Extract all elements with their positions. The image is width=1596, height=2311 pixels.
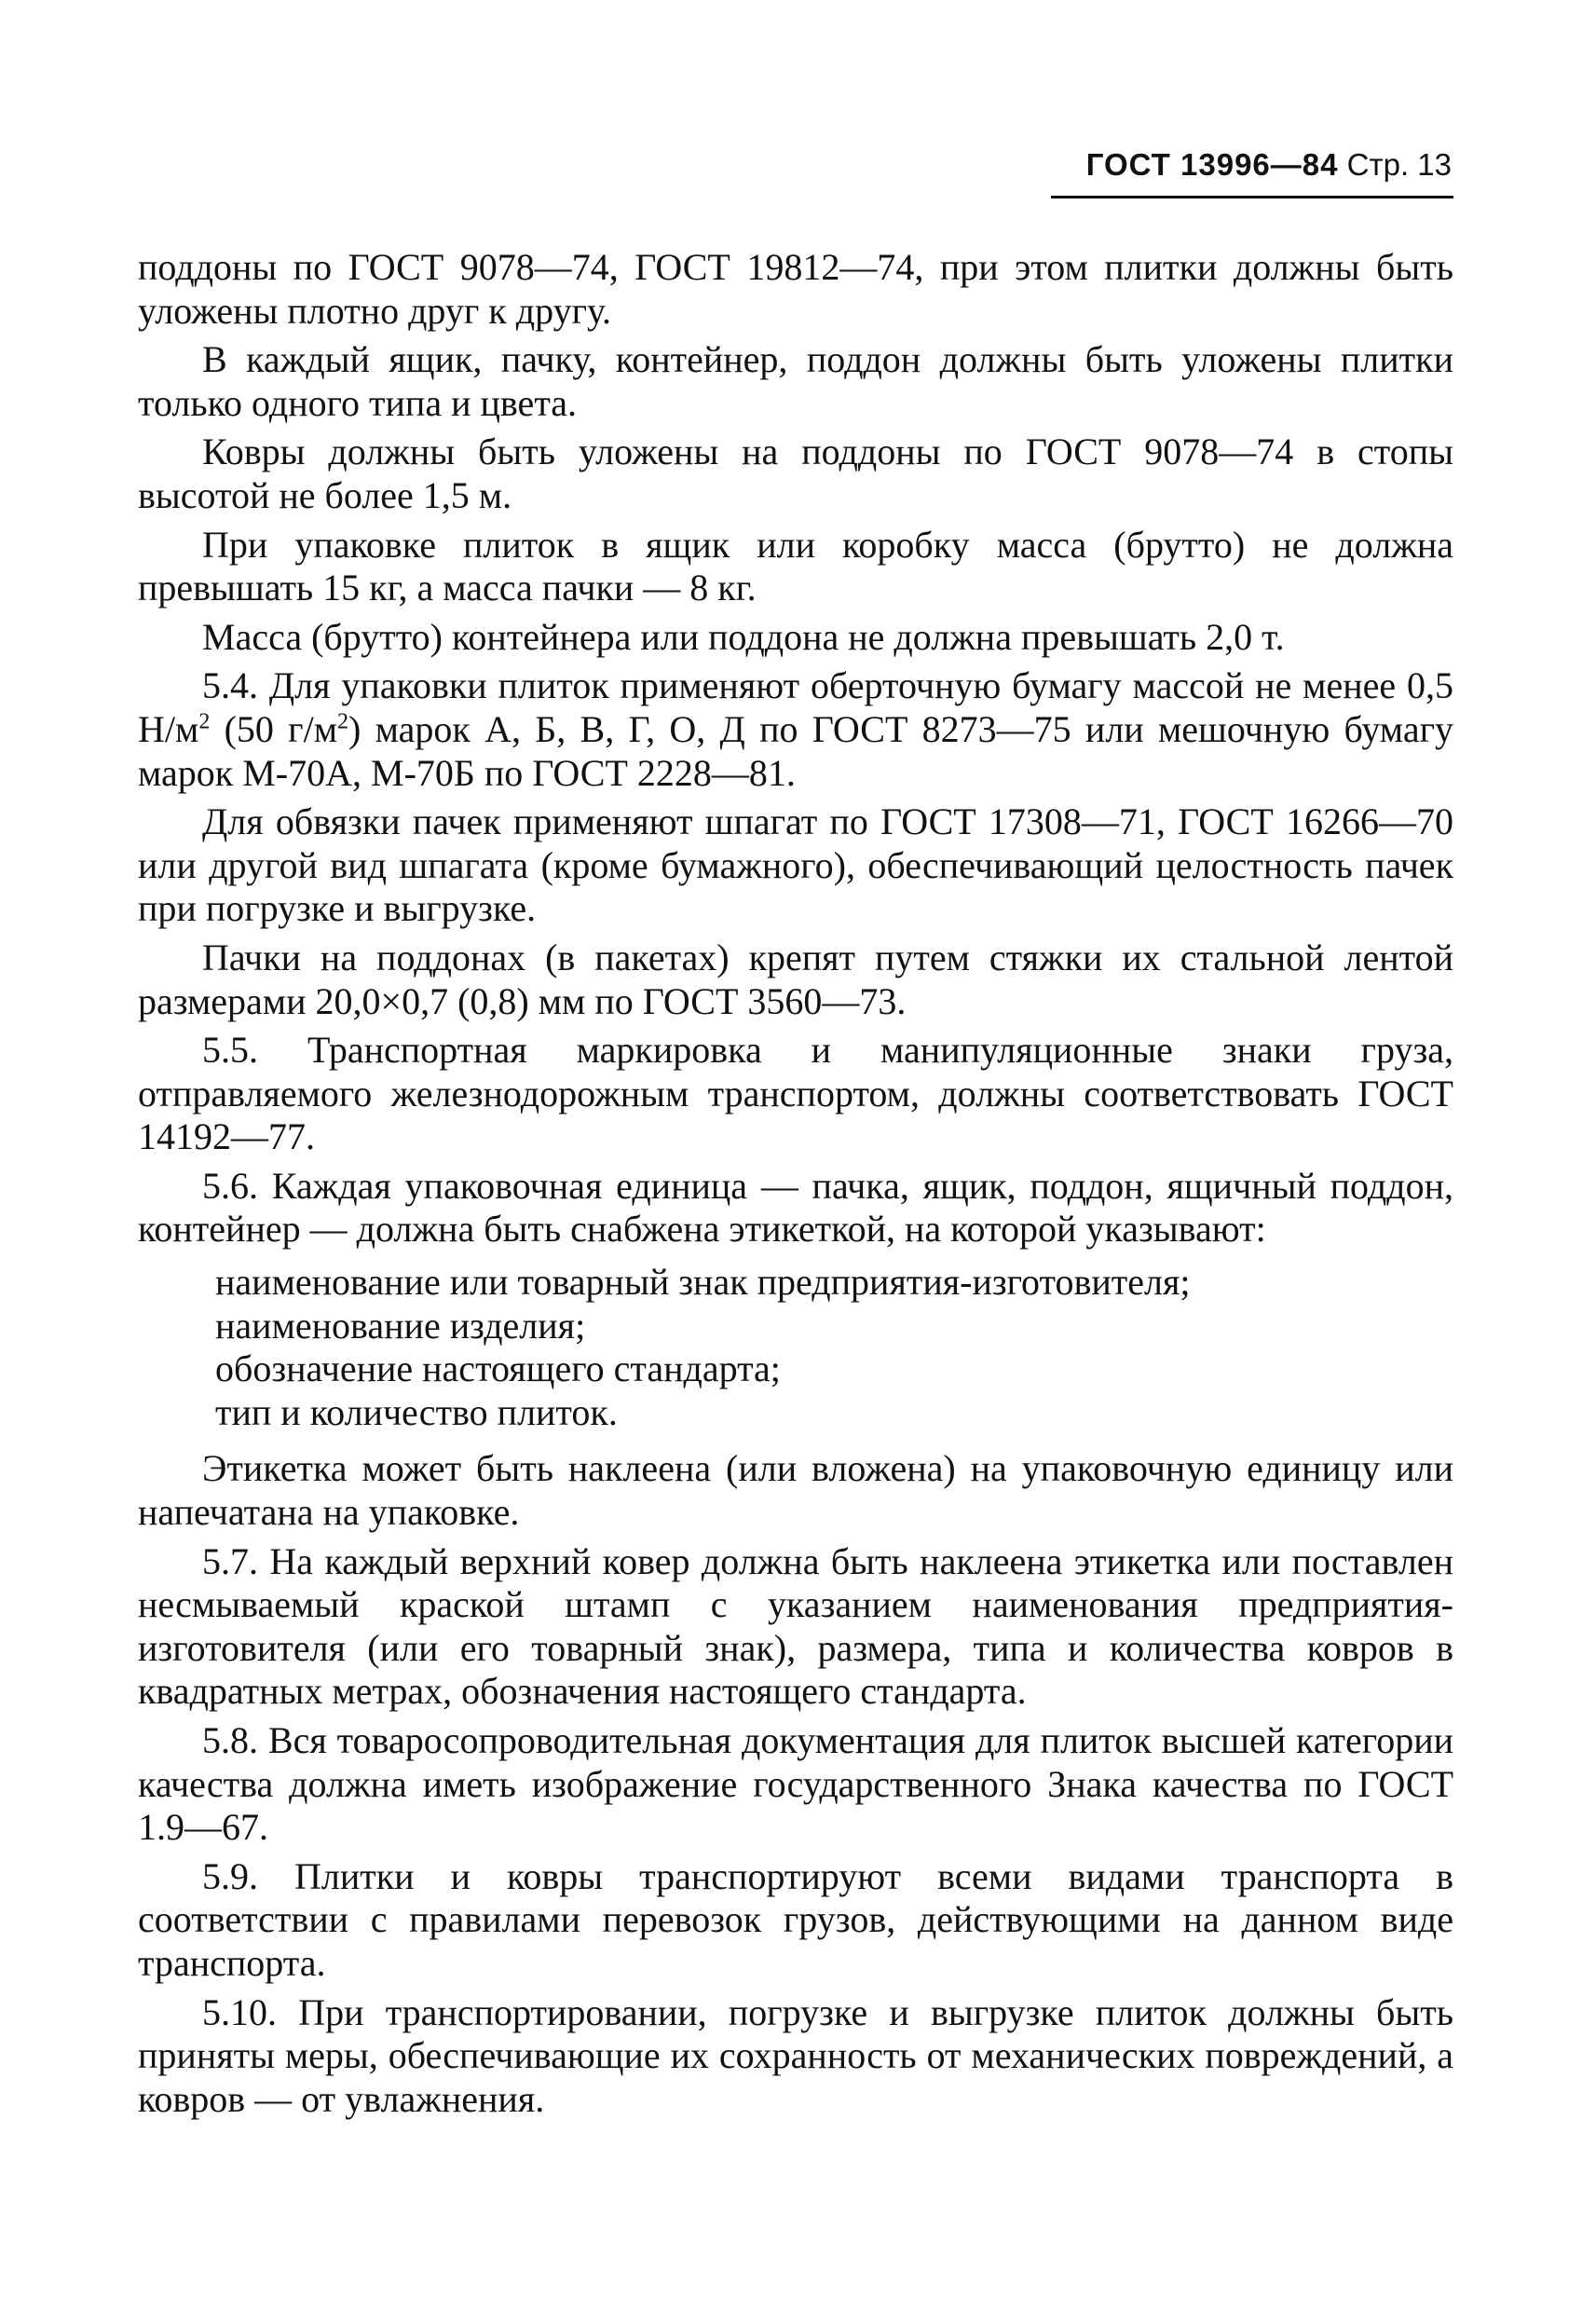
- label-contents-list: [138, 1261, 1453, 1434]
- paragraph-5-9: 5.9. Плитки и ковры транспортируют всеми видами транспорта в соответствии с правилами перевозок грузов, действующими на данном виде транспорта.: [138, 1854, 1453, 1984]
- page-header: [1051, 147, 1452, 183]
- superscript-1: 2: [198, 709, 211, 734]
- list-item: наименование или товарный знак предприятия-изготовителя;: [215, 1261, 1191, 1304]
- paragraph-5-7: 5.7. На каждый верхний ковер должна быть наклеена этикетка или поставлен несмываемый краской штамп с указанием наименования предприятия-изготовителя (или его товарный знак), размера, типа и количества ковров в квадратных метрах, обозначения настоящего стандарта.: [138, 1539, 1453, 1713]
- paragraph-pallets-continued: поддоны по ГОСТ 9078—74, ГОСТ 19812—74, при этом плитки должны быть уложены плотно друг к другу.: [138, 246, 1453, 332]
- paragraph-box-mass: При упаковке плиток в ящик или коробку масса (брутто) не должна превышать 15 кг, а масса пачки — 8 кг.: [138, 523, 1453, 609]
- paragraph-5-4: [138, 664, 1453, 795]
- list-item: тип и количество плиток.: [215, 1390, 618, 1433]
- list-item: обозначение настоящего стандарта;: [215, 1347, 781, 1390]
- paragraph-5-4-part-c: ) марок А, Б, В, Г, О, Д по ГОСТ 8273—75 или мешочную бумагу марок М-70А, М-70Б по ГОСТ 2228—81.: [138, 707, 1453, 794]
- superscript-2: 2: [337, 709, 349, 734]
- paragraph-single-type: В каждый ящик, пачку, контейнер, поддон должны быть уложены плитки только одного типа и цвета.: [138, 338, 1453, 424]
- standard-code: ГОСТ 13996—84: [1085, 147, 1339, 182]
- paragraph-steel-tape: Пачки на поддонах (в пакетах) крепят путем стяжки их стальной лентой размерами 20,0×0,7 (0,8) мм по ГОСТ 3560—73.: [138, 936, 1453, 1022]
- paragraph-carpets-stacks: Ковры должны быть уложены на поддоны по ГОСТ 9078—74 в стопы высотой не более 1,5 м.: [138, 431, 1453, 516]
- paragraph-5-4-part-b: (50 г/м: [210, 707, 338, 750]
- list-item: наименование изделия;: [215, 1304, 586, 1347]
- paragraph-container-mass: Масса (брутто) контейнера или поддона не должна превышать 2,0 т.: [202, 615, 1285, 658]
- paragraph-twine: Для обвязки пачек применяют шпагат по ГОСТ 17308—71, ГОСТ 16266—70 или другой вид шпагата (кроме бумажного), обеспечивающий целостность пачек при погрузке и выгрузке.: [138, 800, 1453, 930]
- paragraph-label-placement: Этикетка может быть наклеена (или вложена) на упаковочную единицу или напечатана на упаковке.: [138, 1447, 1453, 1534]
- paragraph-5-8: 5.8. Вся товаросопроводительная документация для плиток высшей категории качества должна иметь изображение государственного Знака качества по ГОСТ 1.9—67.: [138, 1719, 1453, 1849]
- document-body: [138, 246, 1453, 2126]
- paragraph-5-5: 5.5. Транспортная маркировка и манипуляционные знаки груза, отправляемого железнодорожным транспортом, должны соответствовать ГОСТ 14192—77.: [138, 1029, 1453, 1158]
- page-number: Стр. 13: [1346, 147, 1452, 182]
- paragraph-5-4-part-a: 5.4. Для упаковки плиток применяют оберточную бумагу массой не менее 0,5 Н/м: [138, 664, 1453, 750]
- header-rule: [1051, 196, 1453, 198]
- paragraph-5-10: 5.10. При транспортировании, погрузке и выгрузке плиток должны быть приняты меры, обеспечивающие их сохранность от механических повреждений, а ковров — от увлажнения.: [138, 1990, 1453, 2120]
- paragraph-5-6: 5.6. Каждая упаковочная единица — пачка, ящик, поддон, ящичный поддон, контейнер — должна быть снабжена этикеткой, на которой указывают:: [138, 1164, 1453, 1251]
